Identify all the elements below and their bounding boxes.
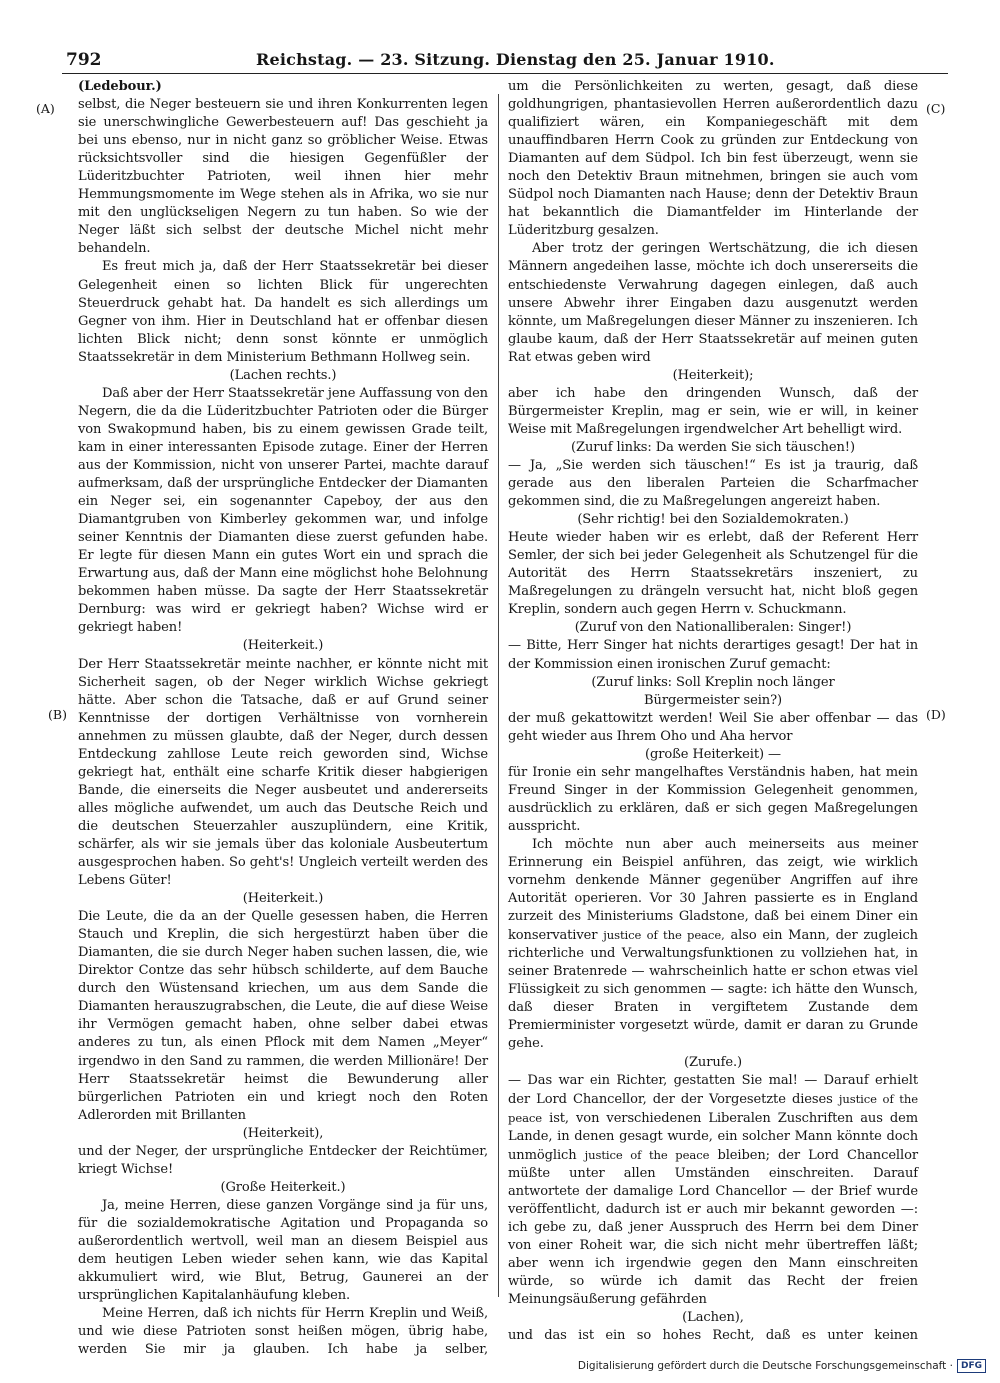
interjection: (Heiterkeit); bbox=[672, 367, 754, 383]
latin-phrase: justice of the peace bbox=[508, 1091, 918, 1125]
paragraph: der muß gekattowitzt werden! Weil Sie aber offenbar — das geht wieder aus Ihrem Oho und Aha hervor bbox=[508, 710, 918, 744]
latin-phrase: justice of the peace bbox=[584, 1147, 710, 1162]
page-number: 792 bbox=[66, 50, 102, 70]
latin-phrase: justice of the peace, bbox=[603, 928, 725, 943]
interjection: (Lachen rechts.) bbox=[229, 367, 337, 383]
paragraph: Aber trotz der geringen Wertschätzung, die ich diesen Männern angedeihen lasse, möchte ich doch unsererseits die entschiedenste Verwahrung dagegen einlegen, daß auch unsere Abwehr ihrer Eingaben dazu ausgenutzt werden könnte, um Maßregelungen dieser Männer zu inszenieren. Ich glaube kaum, daß der Herr Staatssekretär auf meinen guten Rat etwas geben wird bbox=[508, 241, 918, 365]
paragraph: aber ich habe den dringenden Wunsch, daß der Bürgermeister Kreplin, mag er sein, wie er will, in keiner Weise mit Maßregelungen irgendwelcher Art behelligt wird. bbox=[508, 385, 918, 437]
footer-credit bbox=[578, 1359, 986, 1373]
text-run: Ich möchte nun aber auch meinerseits aus meiner Erinnerung ein Beispiel anführen, das zeigt, wie wirklich vornehm denkende Männer gegenüber Angriffen auf ihre Autorität operieren. Vor 30 Jahren passierte es in England zurzeit des Ministeriums Gladstone, daß bei einem Diner ein konservativer bbox=[508, 836, 918, 944]
footer-text: Digitalisierung gefördert durch die Deutsche Forschungsgemeinschaft · bbox=[577, 1360, 953, 1372]
paragraph: selbst, die Neger besteuern sie und ihren Konkurrenten legen sie unerschwingliche Gewerbesteuern auf! Das geschieht ja bei uns ebenso, nur in nicht ganz so gröblicher Weise. Etwas rücksichtsvoller sind die hiesigen Gegenfüßler der Lüderitzbuchter Patrioten, weil ihnen hier mehr Hemmungsmomente im Wege stehen als in Afrika, wo sie nur mit den unglückseligen Negern zu tun haben. So wie der Neger läßt sich selbst der deutsche Michel nicht mehr behandeln. bbox=[78, 97, 488, 257]
paragraph: Der Herr Staatssekretär meinte nachher, er könnte nicht mit Sicherheit sagen, ob der Neger wirklich Wichse gekriegt hätte. Aber schon die Tatsache, daß er auf Grund seiner Kenntnisse der dortigen Verhältnisse von vornherein annehmen zu müssen glaubte, daß der Neger, durch dessen Entdeckung zahllose Leute reich geworden sind, Wichse gekriegt hat, enthält eine scharfe Kritik dieser habgierigen Bande, die einerseits die Neger ausbeutet und andererseits alles mögliche aufwendet, um auch das Deutsche Reich und die deutschen Steuerzahler auszuplündern, eine Kritik, schärfer, als wir sie jemals über das koloniale Ausbeutertum ausgesprochen haben. So geht's! Ungleich verteilt werden des Lebens Güter! bbox=[78, 656, 488, 889]
interjection: Bürgermeister sein?) bbox=[644, 692, 782, 708]
interjection: (große Heiterkeit) — bbox=[645, 746, 781, 762]
paragraph: — Ja, „Sie werden sich täuschen!“ Es ist ja traurig, daß gerade aus den liberalen Parteien die Scharfmacher gekommen sind, die zu Maßregelungen angereizt haben. bbox=[508, 457, 918, 510]
interjection: (Zuruf links: Da werden Sie sich täuschen!) bbox=[571, 439, 855, 455]
paragraph bbox=[508, 836, 918, 1054]
text-run: bleiben; der Lord Chancellor müßte unter allen Umständen einschreiten. Darauf antwortete der damalige Lord Chancellor — der Brief wurde veröffentlicht, dadurch ist er auch mir bekannt geworden —: ich gebe zu, daß jener Ausspruch des Herrn bei dem Diner von einer Roheit war, die sich nicht mehr übertreffen läßt; aber wenn ich irgendwie gegen den Mann einschreiten würde, so würde ich damit das Recht der freien Meinungsäußerung gefährden bbox=[508, 1147, 918, 1308]
paragraph: und der Neger, der ursprüngliche Entdecker der Reichtümer, kriegt Wichse! bbox=[78, 1143, 488, 1177]
paragraph: Daß aber der Herr Staatssekretär jene Auffassung von den Negern, die da die Lüderitzbuchter Patrioten oder die Bürger von Swakopmund haben, bis zu einem gewissen Grade teilt, kam in einer interessanten Episode zutage. Einer der Herren aus der Kommission, nicht von unserer Partei, machte darauf aufmerksam, daß der ursprüngliche Entdecker der Diamanten ein Neger sei, ein sogenannter Capeboy, der aus den Diamantgruben von Kimberley gekommen war, und infolge seiner Kenntnis der Diamanten diese zuerst gefunden habe. Er legte für diesen Mann ein gutes Wort ein und sprach die Erwartung aus, daß der Mann eine möglichst hohe Belohnung bekommen haben müsse. Da sagte der Herr Staatssekretär Dernburg: was wird er gekriegt haben? Wichse wird er gekriegt haben! bbox=[78, 385, 488, 636]
paragraph: Es freut mich ja, daß der Herr Staatssekretär bei dieser Gelegenheit einen so lichten Blick für ungerechten Steuerdruck gehabt hat. Da handelt es sich allerdings um Gegner von ihm. Hier in Deutschland hat er offenbar diesen lichten Blick nicht; denn sonst könnte er unmöglich Staatssekretär in dem Ministerium Bethmann Hollweg sein. bbox=[78, 259, 488, 365]
paragraph: um die Persönlichkeiten zu werten, gesagt, daß diese goldhungrigen, phantasievollen Herren außerordentlich dazu qualifiziert wären, ein Kompaniegeschäft mit dem unauffindbaren Herrn Cook zu gründen zur Entdeckung von Diamanten auf dem Südpol. Ich bin fest überzeugt, wenn sie noch den Detektiv Braun mitnehmen, bringen sie auch vom Südpol noch Diamanten nach Hause; denn der Detektiv Braun hat bekanntlich die Diamantfelder im Hinterlande der Lüderitzburg gesalzen. bbox=[508, 79, 918, 239]
interjection: (Heiterkeit.) bbox=[242, 638, 324, 654]
header-rule bbox=[62, 73, 948, 74]
margin-mark-d: (D) bbox=[926, 707, 946, 722]
paragraph: Meine Herren, daß ich nichts für Herrn Kreplin und Weiß, und wie diese Patrioten sonst heißen mögen, übrig habe, werden Sie mir ja glauben. Ich habe ja selber, bbox=[78, 1306, 488, 1358]
paragraph: — Bitte, Herr Singer hat nichts derartiges gesagt! Der hat in der Kommission einen ironischen Zuruf gemacht: bbox=[508, 638, 918, 672]
interjection: (Zuruf links: Soll Kreplin noch länger bbox=[591, 674, 835, 690]
margin-mark-b: (B) bbox=[48, 707, 67, 722]
paragraph: für Ironie ein sehr mangelhaftes Verständnis haben, hat mein Freund Singer in der Kommission Gelegenheit genommen, ausdrücklich zu erklären, daß er sich gegen Maßregelungen ausspricht. bbox=[508, 764, 918, 834]
text-run: ist, von verschiedenen Liberalen Zuschriften aus dem Lande, in denen gesagt wurde, ein solcher Mann könnte doch unmöglich bbox=[508, 1110, 918, 1163]
paragraph bbox=[508, 1072, 918, 1310]
running-head: Reichstag. — 23. Sitzung. Dienstag den 25. Januar 1910. bbox=[256, 50, 775, 69]
paragraph: Ja, meine Herren, diese ganzen Vorgänge sind ja für uns, für die sozialdemokratische Agitation und Propaganda so außerordentlich wertvoll, weil man an diesem Beispiel aus dem heutigen Leben wieder sehen kann, wie das Kapital akkumuliert wird, wie Blut, Betrug, Gaunerei an der ursprünglichen Kapitalanhäufung kleben. bbox=[78, 1197, 488, 1304]
right-column bbox=[508, 78, 918, 1345]
margin-mark-c: (C) bbox=[926, 101, 946, 116]
paragraph: und das ist ein so hohes Recht, daß es unter keinen bbox=[508, 1328, 918, 1344]
speaker-label: (Ledebour.) bbox=[78, 79, 162, 94]
interjection: (Sehr richtig! bei den Sozialdemokraten.) bbox=[577, 512, 849, 528]
interjection: (Lachen), bbox=[682, 1310, 744, 1326]
interjection: (Große Heiterkeit.) bbox=[220, 1179, 346, 1195]
text-run: — Das war ein Richter, gestatten Sie mal! — Darauf erhielt der Lord Chancellor, der der Vorgesetzte dieses bbox=[508, 1072, 918, 1107]
interjection: (Zuruf von den Nationalliberalen: Singer!) bbox=[574, 620, 852, 636]
dfg-logo: DFG bbox=[957, 1359, 986, 1373]
left-column bbox=[78, 78, 488, 1359]
margin-mark-a: (A) bbox=[36, 101, 55, 116]
text-run: also ein Mann, der zugleich richterliche und Verwaltungsfunktionen zu vollziehen hat, in seiner Bratenrede — wahrscheinlich hatte er schon etwas viel Flüssigkeit zu sich genommen — sagte: ich hätte den Wunsch, daß dieser Braten in vergiftetem Zustande dem Premierminister vorgesetzt würde, damit er daran zu Grunde gehe. bbox=[508, 928, 918, 1052]
paragraph: Heute wieder haben wir es erlebt, daß der Referent Herr Semler, der sich bei jeder Gelegenheit als Schutzengel für die Autorität des Herrn Staatssekretärs inszeniert, zu Maßregelungen zu drängeln versucht hat, nicht bloß gegen Kreplin, sondern auch gegen Herrn v. Schuckmann. bbox=[508, 530, 918, 618]
interjection: (Heiterkeit.) bbox=[242, 891, 324, 907]
paragraph: Die Leute, die da an der Quelle gesessen haben, die Herren Stauch und Kreplin, die sich hergestürzt haben über die Diamanten, die sie durch Neger haben suchen lassen, die, wie Direktor Contze das sehr hübsch schilderte, auf dem Bauche durch den Wüstensand kriechen, um aus dem Sande die Diamanten herauszugrabschen, die Leute, die auf diese Weise ihr Vermögen gemacht haben, ohne selber dabei etwas anderes zu tun, als einen Pflock mit dem Namen „Meyer“ irgendwo in den Sand zu rammen, die werden Millionäre! Der Herr Staatssekretär heimst die Bewunderung aller bürgerlichen Patrioten ein und kriegt noch den Roten Adlerorden mit Brillanten bbox=[78, 909, 488, 1123]
column-divider bbox=[498, 94, 499, 1297]
interjection: (Zurufe.) bbox=[683, 1054, 743, 1070]
interjection: (Heiterkeit), bbox=[242, 1125, 324, 1141]
